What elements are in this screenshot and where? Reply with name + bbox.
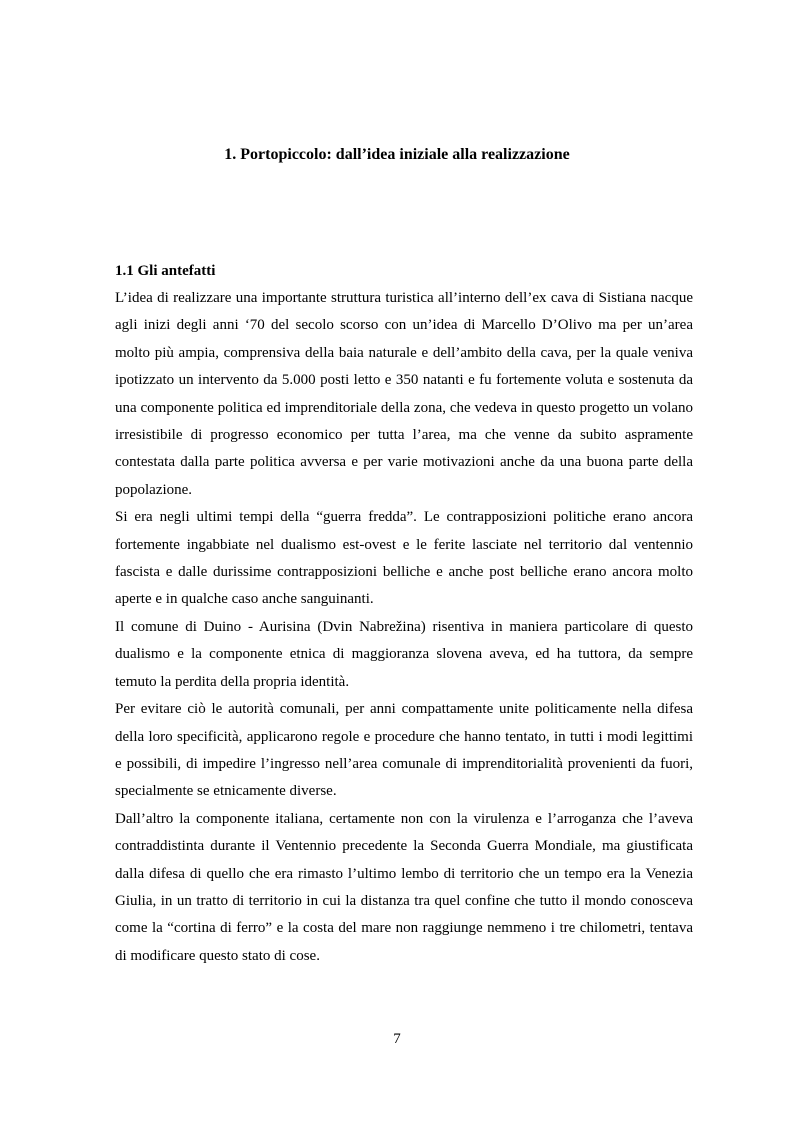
paragraph: Per evitare ciò le autorità comunali, per anni compattamente unite politicamente nella difesa della loro specificità, applicarono regole e procedure che hanno tentato, in tutti i modi legittimi e possibili, di impedire l’ingresso nell’area comunale di imprenditorialità provenienti da fuori, specialmente se etnicamente diverse. — [115, 701, 693, 800]
section-heading: 1.1 Gli antefatti — [115, 263, 216, 279]
chapter-title: 1. Portopiccolo: dall’idea iniziale alla realizzazione — [224, 146, 570, 163]
paragraph: L’idea di realizzare una importante struttura turistica all’interno dell’ex cava di Sistiana nacque agli inizi degli anni ‘70 del secolo scorso con un’idea di Marcello D’Olivo ma per un’area molto più ampia, comprensiva della baia naturale e dell’ambito della cava, per la quale veniva ipotizzato un intervento da 5.000 posti letto e 350 natanti e fu fortemente voluta e sostenuta da una componente politica ed imprenditoriale della zona, che vedeva in questo progetto un volano irresistibile di progresso economico per tutta l’area, ma che venne da subito aspramente contestata dalla parte politica avversa e per varie motivazioni anche da una buona parte della popolazione. — [115, 290, 693, 498]
paragraph: Il comune di Duino - Aurisina (Dvin Nabrežina) risentiva in maniera particolare di questo dualismo e la componente etnica di maggioranza slovena aveva, ed ha tuttora, da sempre temuto la perdita della propria identità. — [115, 618, 693, 690]
body-text — [115, 285, 693, 970]
paragraph: Dall’altro la componente italiana, certamente non con la virulenza e l’arroganza che l’aveva contraddistinta durante il Ventennio precedente la Seconda Guerra Mondiale, ma giustificata dalla difesa di quello che era rimasto l’ultimo lembo di territorio che un tempo era la Venezia Giulia, in un tratto di territorio in cui la distanza tra quel confine che tutto il mondo conosceva come la “cortina di ferro” e la costa del mare non raggiunge nemmeno i tre chilometri, tentava di modificare questo stato di cose. — [115, 810, 693, 964]
paragraph: Si era negli ultimi tempi della “guerra fredda”. Le contrapposizioni politiche erano ancora fortemente ingabbiate nel dualismo est-ovest e le ferite lasciate nel territorio dal ventennio fascista e dalle durissime contrapposizioni belliche e anche post belliche erano ancora molto aperte e in qualche caso anche sanguinanti. — [115, 509, 693, 608]
page-number: 7 — [393, 1031, 401, 1047]
